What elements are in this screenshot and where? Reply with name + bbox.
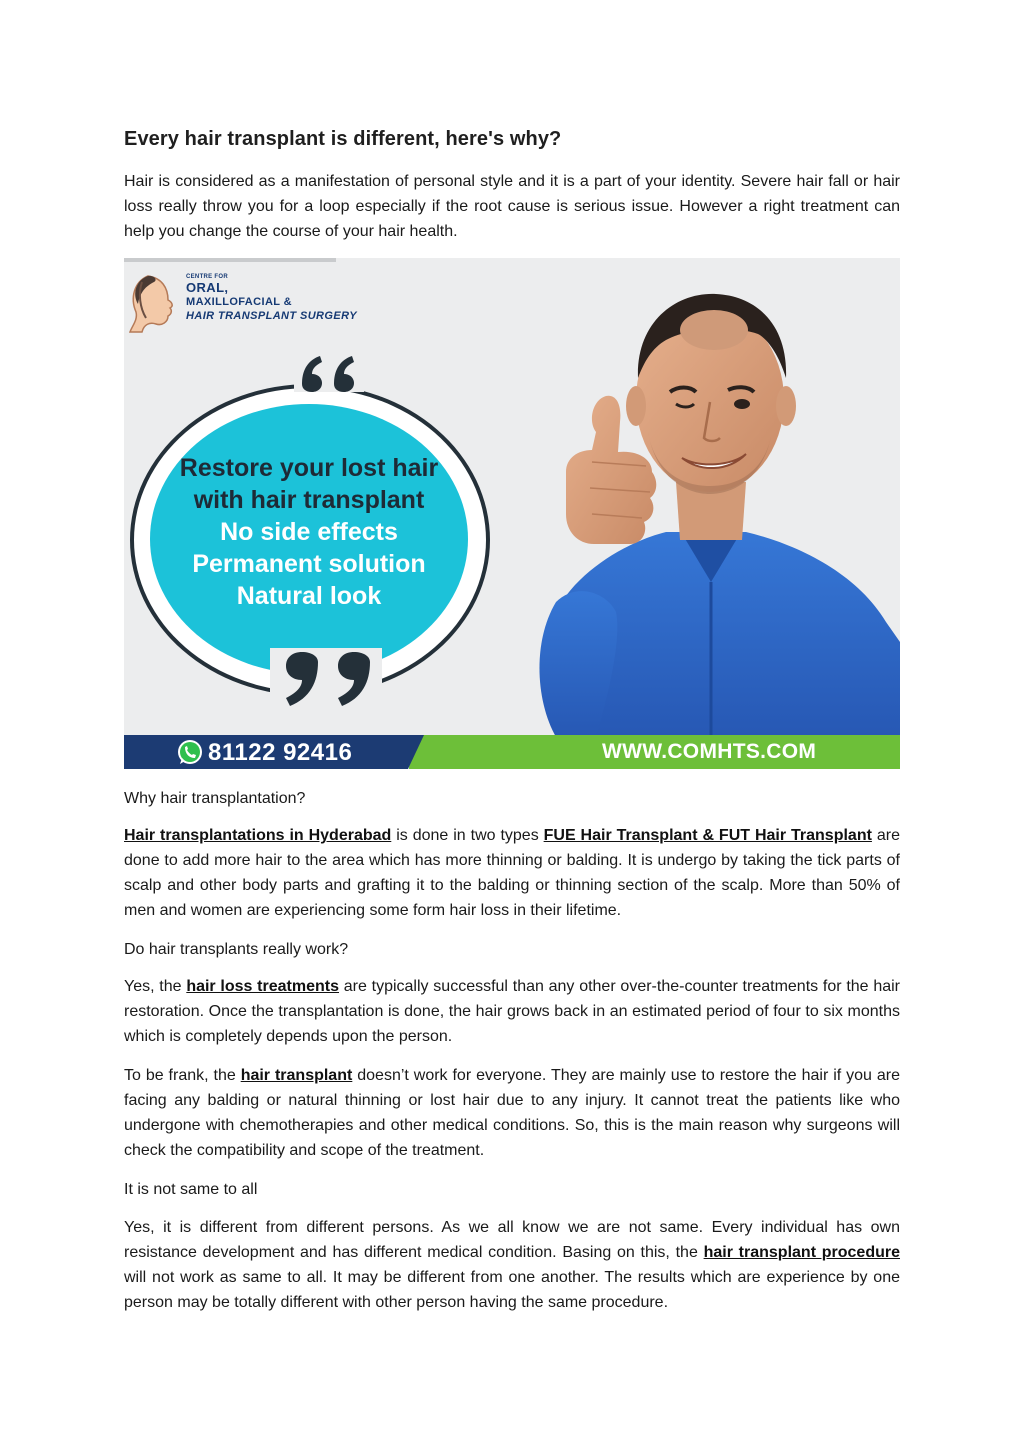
whatsapp-icon <box>176 738 204 766</box>
heading-not-same-to-all: It is not same to all <box>124 1181 258 1198</box>
link-hair-loss-treatments[interactable]: hair loss treatments <box>186 978 339 995</box>
logo-line-maxillofacial: MAXILLOFACIAL & <box>186 296 293 308</box>
logo-small-text: CENTRE FOR <box>186 274 228 280</box>
p3-text-1: To be frank, the <box>124 1067 241 1084</box>
website-url: WWW.COMHTS.COM <box>602 740 817 763</box>
p1-text-2: are done to add more hair to the area which has more thinning or balding. It is undergo by taking the tick parts of scalp and other body parts and grafting it to the balding or thinning section of the scalp. More than 50% of men and women are experiencing some form hair loss in their lifetime. <box>124 827 900 919</box>
link-hair-transplant-procedure[interactable]: hair transplant procedure <box>703 1244 900 1261</box>
banner-top-rule <box>124 258 336 262</box>
benefit-natural-look: Natural look <box>236 582 382 610</box>
link-hair-transplant[interactable]: hair transplant <box>240 1067 353 1084</box>
heading-why-hair-transplantation: Why hair transplantation? <box>124 790 306 807</box>
footer-divider <box>394 735 434 769</box>
paragraph-different-persons <box>124 1215 900 1315</box>
p2-text-1: Yes, the <box>124 978 187 995</box>
clinic-logo <box>128 272 368 342</box>
banner-contact-bar <box>124 735 900 769</box>
phone-number: 81122 92416 <box>208 739 353 766</box>
headline-line-2: with hair transplant <box>193 486 425 514</box>
close-quote-icon <box>270 648 382 712</box>
headline-line-1: Restore your lost hair <box>179 454 439 482</box>
promo-banner <box>124 258 900 769</box>
intro-paragraph: Hair is considered as a manifestation of personal style and it is a part of your identity. Severe hair fall or hair loss really throw you for a loop especially if the root cause is serious issue. However a right treatment can help you change the course of your hair health. <box>124 173 900 240</box>
benefit-no-side-effects: No side effects <box>220 518 398 546</box>
paragraph-hair-transplantation-types <box>124 823 900 923</box>
open-quote-icon <box>294 350 364 396</box>
paragraph-treatment-success <box>124 974 900 1049</box>
link-hair-transplantations-hyderabad[interactable]: Hair transplantations in Hyderabad <box>124 827 392 844</box>
p2-text-2: are typically successful than any other over-the-counter treatments for the hair restoration. Once the transplantation is done, the hair grows back in an estimated period of four to six months which is completely depends upon the person. <box>124 978 901 1045</box>
logo-line-hair-transplant: HAIR TRANSPLANT SURGERY <box>186 310 357 322</box>
heading-do-transplants-work: Do hair transplants really work? <box>124 941 349 958</box>
article-title: Every hair transplant is different, here's why? <box>124 128 562 150</box>
p4-text-2: will not work as same to all. It may be different from one another. The results which are experience by one person may be totally different with other person having the same procedure. <box>124 1269 900 1311</box>
logo-text <box>186 274 357 323</box>
benefit-permanent-solution: Permanent solution <box>192 550 426 578</box>
head-profile-icon <box>128 272 186 334</box>
logo-line-oral: ORAL, <box>186 280 229 295</box>
smiling-man-thumbs-up-photo <box>496 282 900 737</box>
p1-text-1: is done in two types <box>391 827 544 844</box>
p3-text-2: doesn’t work for everyone. They are mainly use to restore the hair if you are facing any balding or natural thinning or lost hair due to any injury. It cannot treat the patients like who undergone with chemotherapies and other medical conditions. So, this is the main reason why surgeons will check the compatibility and scope of the treatment. <box>124 1067 901 1159</box>
bubble-headline <box>154 452 464 612</box>
link-fue-fut-hair-transplant[interactable]: FUE Hair Transplant & FUT Hair Transplant <box>543 827 872 844</box>
p4-text-1: Yes, it is different from different persons. As we all know we are not same. Every individual has own resistance development and has different medical condition. Basing on this, the <box>124 1219 900 1261</box>
paragraph-not-for-everyone <box>124 1063 900 1163</box>
